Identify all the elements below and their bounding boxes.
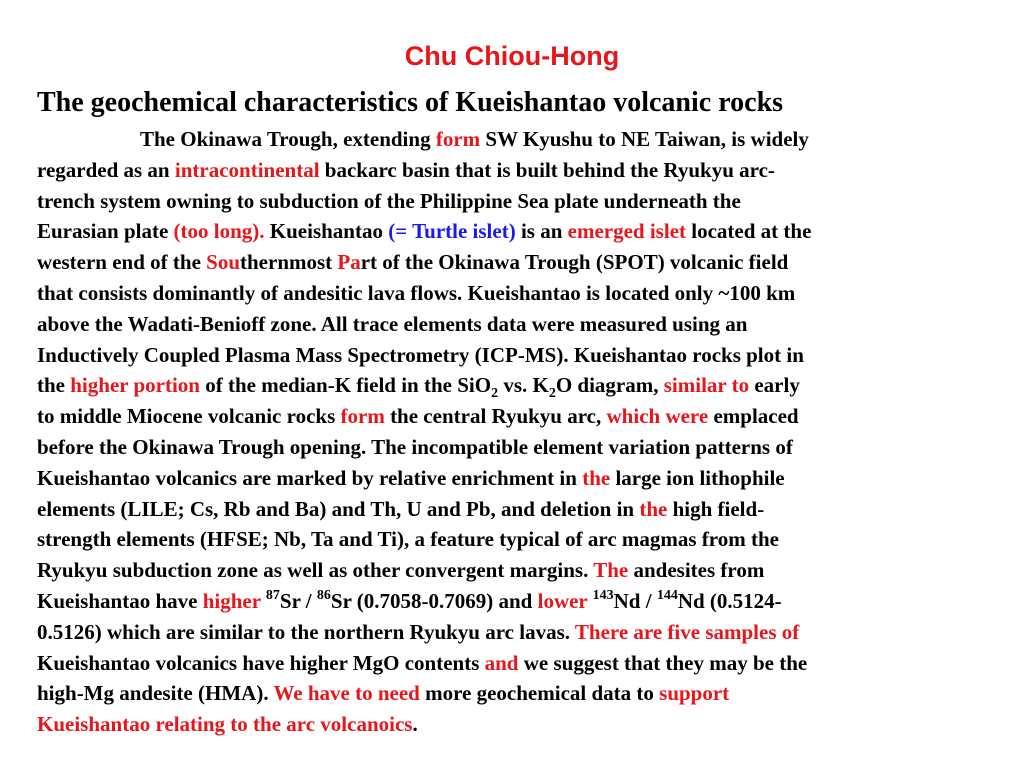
highlighted-text: intracontinental [174, 157, 320, 182]
body-text: Kueishantao have [37, 588, 203, 613]
body-line [37, 709, 985, 740]
body-text: SW Kyushu to NE Taiwan, is widely [480, 127, 809, 151]
body-text: emplaced [708, 404, 799, 429]
body-text: of the median-K field in the SiO [199, 373, 492, 398]
body-text: trench system owning to subduction of the Philippine Sea plate underneath the [37, 188, 741, 213]
highlighted-text: The [593, 558, 629, 583]
body-text: vs. K [498, 373, 549, 398]
body-line [37, 124, 985, 155]
body-text: Eurasian plate [37, 219, 174, 244]
body-text: . [412, 712, 418, 737]
body-line [37, 463, 985, 494]
body-line [37, 494, 985, 525]
highlighted-text: and [484, 650, 519, 675]
body-text: early [749, 373, 800, 398]
highlighted-text: higher portion [70, 373, 200, 398]
body-text: the [37, 373, 71, 398]
body-text: Nd / [613, 588, 657, 613]
body-line [37, 309, 985, 340]
highlighted-text: which were [606, 404, 709, 429]
body-text: Kueishantao [264, 219, 389, 244]
body-line [37, 555, 985, 586]
highlighted-text: similar to [663, 373, 750, 398]
superscript: 143 [592, 587, 614, 603]
highlighted-text: emerged islet [567, 219, 687, 244]
superscript: 144 [656, 587, 678, 603]
subscript: 2 [548, 386, 556, 402]
body-text: more geochemical data to [419, 681, 660, 706]
body-text: the central Ryukyu arc, [384, 404, 607, 429]
body-line [37, 432, 985, 463]
highlighted-text: higher [202, 588, 261, 613]
body-text: O diagram, [555, 373, 664, 398]
body-text: 0.5126) which are similar to the northern Ryukyu arc lavas. [37, 619, 575, 644]
body-text: Ryukyu subduction zone as well as other convergent margins. [37, 558, 594, 583]
body-text: Sr (0.7058-0.7069) and [330, 588, 538, 613]
body-text: large ion lithophile [610, 465, 785, 490]
highlighted-text: the [582, 465, 611, 490]
body-line [37, 155, 985, 186]
highlighted-text: form [340, 404, 385, 429]
superscript: 87 [265, 587, 280, 603]
body-text: Sr / [279, 588, 317, 613]
body-text: Kueishantao volcanics have higher MgO contents [37, 650, 485, 675]
body-text: Inductively Coupled Plasma Mass Spectrometry (ICP-MS). Kueishantao rocks plot in [37, 342, 804, 367]
author-name: Chu Chiou-Hong [404, 41, 620, 71]
highlighted-text: lower [537, 588, 588, 613]
body-text: high-Mg andesite (HMA). [37, 681, 274, 706]
document-title: The geochemical characteristics of Kueishantao volcanic rocks [37, 87, 784, 118]
body-line [37, 216, 985, 247]
body-text: to middle Miocene volcanic rocks [37, 404, 341, 429]
body-text: strength elements (HFSE; Nb, Ta and Ti), a feature typical of arc magmas from the [37, 527, 779, 552]
body-text: Kueishantao volcanics are marked by relative enrichment in [37, 465, 583, 490]
blue-highlighted-text: (= Turtle islet) [388, 219, 516, 244]
body-text: above the Wadati-Benioff zone. All trace elements data were measured using an [37, 311, 748, 336]
body-text: Nd (0.5124- [677, 588, 782, 613]
body-text: is an [515, 219, 568, 244]
highlighted-text: Kueishantao relating to the arc volcanoics [37, 712, 413, 737]
body-line [37, 278, 985, 309]
highlighted-text: We have to need [273, 681, 420, 706]
body-text: backarc basin that is built behind the Ryukyu arc- [319, 157, 775, 182]
body-line [37, 186, 985, 217]
highlighted-text: support [659, 681, 730, 706]
body-text: andesites from [628, 558, 765, 583]
highlighted-text: (too long). [173, 219, 265, 244]
highlighted-text: There are five samples of [574, 619, 800, 644]
highlighted-text: form [435, 127, 481, 151]
body-line [37, 678, 985, 709]
highlighted-text: Pa [337, 250, 361, 275]
body-line [37, 617, 985, 648]
highlighted-text: the [639, 496, 668, 521]
body-text: western end of the [37, 250, 207, 275]
body-text: thernmost [240, 250, 338, 275]
abstract-body [37, 124, 985, 740]
body-text: regarded as an [37, 157, 175, 182]
body-text: high field- [667, 496, 765, 521]
body-text: before the Okinawa Trough opening. The incompatible element variation patterns of [37, 434, 793, 459]
body-text: that consists dominantly of andesitic lava flows. Kueishantao is located only ~100 km [37, 280, 796, 305]
body-text: rt of the Okinawa Trough (SPOT) volcanic field [360, 250, 789, 275]
body-text: The Okinawa Trough, extending [140, 127, 436, 151]
body-line [37, 586, 985, 617]
body-text: we suggest that they may be the [518, 650, 808, 675]
body-line [37, 247, 985, 278]
body-line [37, 370, 985, 401]
body-line [37, 524, 985, 555]
body-line [37, 340, 985, 371]
subscript: 2 [491, 386, 499, 402]
body-text: elements (LILE; Cs, Rb and Ba) and Th, U and Pb, and deletion in [37, 496, 640, 521]
body-line [37, 648, 985, 679]
highlighted-text: Sou [206, 250, 240, 275]
body-line [37, 401, 985, 432]
body-text: located at the [686, 219, 812, 244]
superscript: 86 [316, 587, 331, 603]
